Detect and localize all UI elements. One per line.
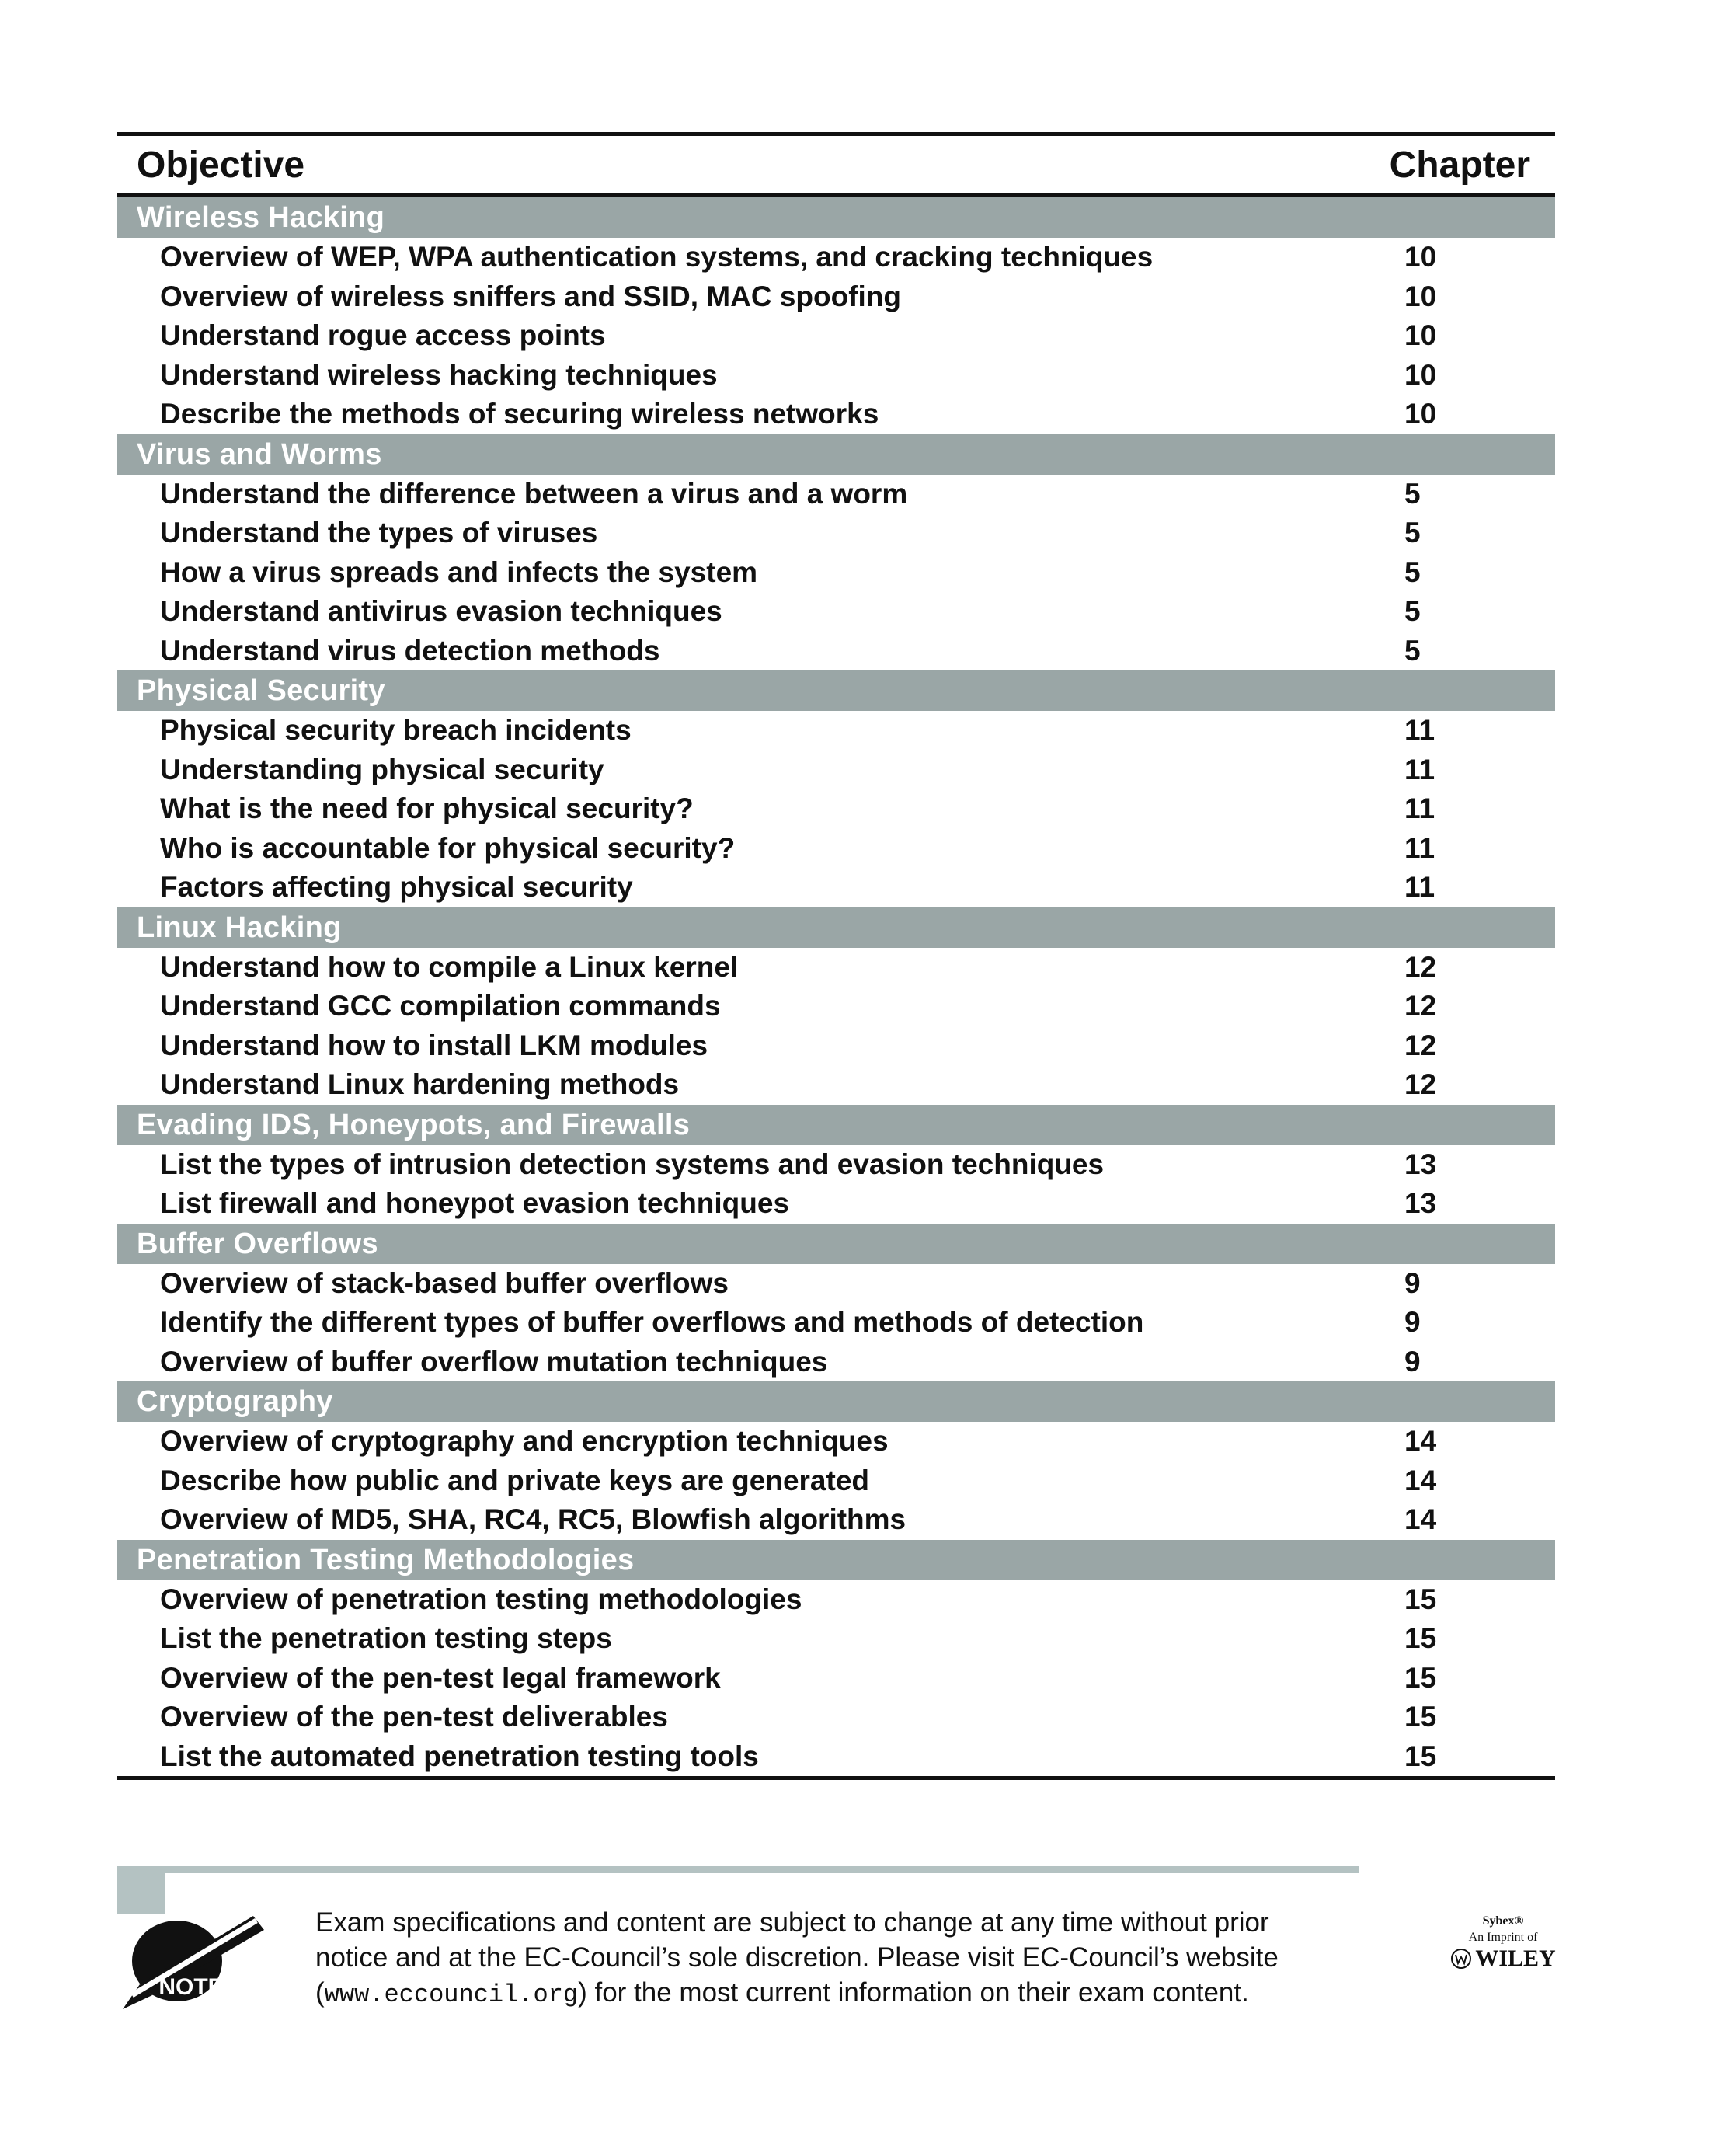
objective-row — [117, 1500, 1555, 1540]
objective-row — [117, 829, 1555, 869]
note-line-1: Exam specifications and content are subject to change at any time without prior — [315, 1907, 1269, 1938]
objective-row — [117, 316, 1555, 356]
chapter-number: 12 — [1404, 1029, 1437, 1061]
objective-row — [117, 475, 1555, 514]
note-icon-label: NOTE — [158, 1974, 224, 2000]
wiley-name: WILEY — [1475, 1945, 1556, 1971]
objective-row — [117, 1461, 1555, 1501]
note-pencil-icon — [117, 1893, 264, 2009]
objective-row — [117, 711, 1555, 751]
chapter-number: 11 — [1404, 714, 1435, 746]
objective-text: Understand GCC compilation commands — [160, 990, 721, 1022]
chapter-number: 15 — [1404, 1740, 1437, 1772]
section-heading: Wireless Hacking — [117, 197, 1555, 238]
objective-text: Overview of the pen-test deliverables — [160, 1701, 668, 1733]
objective-row — [117, 592, 1555, 632]
table-body — [117, 197, 1555, 1776]
chapter-number: 11 — [1404, 792, 1435, 824]
objective-row — [117, 948, 1555, 987]
chapter-number: 9 — [1404, 1266, 1421, 1299]
objective-text: Factors affecting physical security — [160, 871, 633, 903]
objective-row — [117, 553, 1555, 593]
chapter-number: 15 — [1404, 1583, 1437, 1615]
objective-text: List the types of intrusion detection systems and evasion techniques — [160, 1148, 1105, 1180]
chapter-number: 11 — [1404, 753, 1435, 785]
wiley-emblem-icon — [1450, 1948, 1472, 1970]
objective-row — [117, 1264, 1555, 1304]
note-text — [315, 1905, 1372, 2012]
objective-text: Understanding physical security — [160, 753, 604, 785]
objective-row — [117, 277, 1555, 317]
section-heading: Buffer Overflows — [117, 1224, 1555, 1264]
objective-row — [117, 395, 1555, 434]
objective-text: What is the need for physical security? — [160, 792, 694, 824]
section-heading: Penetration Testing Methodologies — [117, 1540, 1555, 1580]
note-line-2: notice and at the EC-Council’s sole discretion. Please visit EC-Council’s website — [315, 1942, 1279, 1973]
chapter-column-heading: Chapter — [1389, 145, 1530, 186]
chapter-number: 12 — [1404, 1068, 1437, 1100]
objective-row — [117, 1580, 1555, 1620]
objective-text: Understand antivirus evasion techniques — [160, 595, 722, 627]
objective-row — [117, 1303, 1555, 1343]
chapter-number: 9 — [1404, 1345, 1421, 1378]
objective-text: Understand how to compile a Linux kernel — [160, 950, 739, 983]
objective-text: Overview of stack-based buffer overflows — [160, 1266, 729, 1299]
chapter-number: 11 — [1404, 831, 1435, 864]
objective-text: Overview of buffer overflow mutation techniques — [160, 1345, 828, 1378]
objective-row — [117, 356, 1555, 395]
objective-row — [117, 1026, 1555, 1066]
objective-text: Overview of penetration testing methodologies — [160, 1583, 802, 1615]
objective-row — [117, 1698, 1555, 1737]
objective-text: Overview of MD5, SHA, RC4, RC5, Blowfish algorithms — [160, 1503, 906, 1535]
chapter-number: 15 — [1404, 1661, 1437, 1694]
objective-row — [117, 1145, 1555, 1185]
objective-text: Identify the different types of buffer overflows and methods of detection — [160, 1306, 1144, 1338]
chapter-number: 10 — [1404, 358, 1437, 391]
section-heading: Evading IDS, Honeypots, and Firewalls — [117, 1105, 1555, 1145]
chapter-number: 15 — [1404, 1622, 1437, 1654]
table-header — [117, 136, 1555, 197]
objective-text: Physical security breach incidents — [160, 714, 632, 746]
chapter-number: 5 — [1404, 634, 1421, 667]
objective-text: Understand virus detection methods — [160, 634, 660, 667]
chapter-number: 5 — [1404, 595, 1421, 627]
objective-text: Who is accountable for physical security? — [160, 831, 736, 864]
objective-text: Overview of wireless sniffers and SSID, MAC spoofing — [160, 280, 901, 312]
section-heading: Physical Security — [117, 670, 1555, 711]
objective-row — [117, 1619, 1555, 1659]
chapter-number: 14 — [1404, 1503, 1437, 1535]
objective-row — [117, 632, 1555, 671]
objective-text: Understand rogue access points — [160, 319, 606, 351]
note-line-3 — [315, 1975, 1372, 2012]
chapter-number: 12 — [1404, 950, 1437, 983]
note-rule — [117, 1866, 1359, 1873]
publisher-logo — [1445, 1913, 1561, 1972]
imprint-of-text: An Imprint of — [1468, 1931, 1538, 1944]
chapter-number: 11 — [1404, 871, 1435, 903]
objective-row — [117, 514, 1555, 553]
chapter-number: 12 — [1404, 990, 1437, 1022]
chapter-number: 10 — [1404, 398, 1437, 430]
objective-text: Overview of WEP, WPA authentication systems, and cracking techniques — [160, 241, 1154, 273]
chapter-number: 10 — [1404, 241, 1437, 273]
objective-row — [117, 1343, 1555, 1382]
chapter-number: 13 — [1404, 1148, 1437, 1180]
objective-text: Overview of the pen-test legal framework — [160, 1661, 721, 1694]
chapter-number: 14 — [1404, 1425, 1437, 1457]
objective-row — [117, 1422, 1555, 1461]
objective-text: Overview of cryptography and encryption techniques — [160, 1425, 889, 1457]
objective-text: List the automated penetration testing tools — [160, 1740, 759, 1772]
section-heading: Virus and Worms — [117, 434, 1555, 475]
objective-row — [117, 868, 1555, 907]
chapter-number: 10 — [1404, 280, 1437, 312]
objective-row — [117, 1659, 1555, 1698]
section-heading: Cryptography — [117, 1381, 1555, 1422]
section-heading: Linux Hacking — [117, 907, 1555, 948]
objective-text: Understand the difference between a virus and a worm — [160, 477, 908, 510]
objective-row — [117, 238, 1555, 277]
chapter-number: 14 — [1404, 1464, 1437, 1496]
objective-row — [117, 1737, 1555, 1777]
objective-row — [117, 1065, 1555, 1105]
objective-text: Understand the types of viruses — [160, 517, 598, 549]
objective-text: Understand Linux hardening methods — [160, 1068, 680, 1100]
chapter-number: 5 — [1404, 517, 1421, 549]
objective-text: List the penetration testing steps — [160, 1622, 612, 1654]
chapter-number: 5 — [1404, 556, 1421, 588]
sybex-imprint-text: Sybex® — [1482, 1914, 1524, 1928]
chapter-number: 9 — [1404, 1306, 1421, 1338]
objective-row — [117, 789, 1555, 829]
chapter-number: 10 — [1404, 319, 1437, 351]
wiley-wordmark — [1445, 1945, 1561, 1972]
objective-text: List firewall and honeypot evasion techniques — [160, 1187, 790, 1219]
eccouncil-link[interactable]: www.eccouncil.org — [324, 1980, 579, 2009]
objectives-table — [117, 132, 1555, 1780]
objective-text: Describe how public and private keys are generated — [160, 1464, 870, 1496]
note-block — [117, 1866, 1359, 2022]
objective-text: Describe the methods of securing wireless networks — [160, 398, 879, 430]
objective-text: How a virus spreads and infects the system — [160, 556, 758, 588]
objective-row — [117, 751, 1555, 790]
chapter-number: 5 — [1404, 477, 1421, 510]
chapter-number: 13 — [1404, 1187, 1437, 1219]
note-line-3-prefix: ( — [315, 1977, 325, 2008]
note-line-3-suffix: ) for the most current information on their exam content. — [578, 1977, 1249, 2008]
objective-row — [117, 1184, 1555, 1224]
chapter-number: 15 — [1404, 1701, 1437, 1733]
objective-column-heading: Objective — [137, 145, 305, 186]
objective-row — [117, 987, 1555, 1026]
objective-text: Understand wireless hacking techniques — [160, 358, 718, 391]
objective-text: Understand how to install LKM modules — [160, 1029, 708, 1061]
